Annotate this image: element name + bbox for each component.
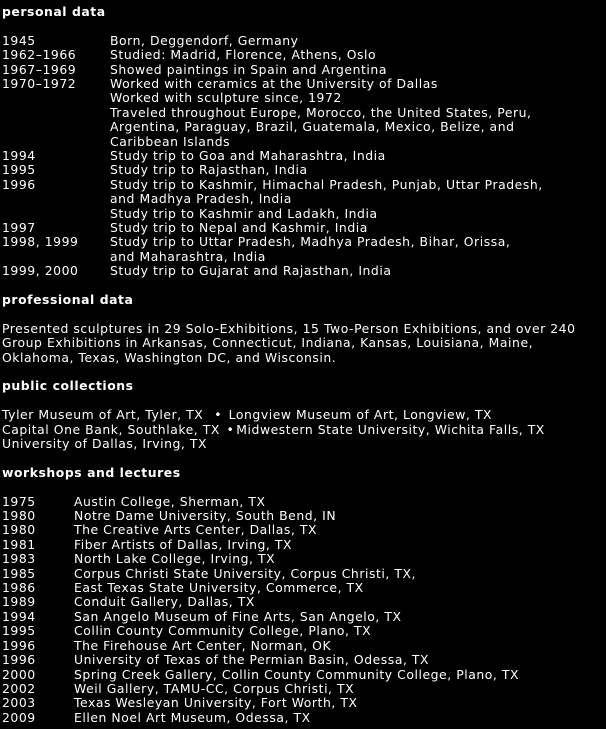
collection-item: University of Dallas, Irving, TX (2, 436, 208, 452)
personal-year: 1994 (2, 148, 36, 164)
professional-paragraph (2, 322, 604, 365)
personal-year: 1995 (2, 162, 36, 178)
workshop-venue: Texas Wesleyan University, Fort Worth, TX (74, 695, 358, 711)
personal-desc: Study trip to Nepal and Kashmir, India (110, 220, 368, 236)
workshop-venue: Ellen Noel Art Museum, Odessa, TX (74, 709, 311, 725)
personal-desc: Worked with ceramics at the University of Dallas (110, 76, 438, 91)
personal-year: 1970–1972 (2, 76, 77, 91)
personal-row (2, 221, 604, 235)
personal-year: 1996 (2, 176, 36, 192)
personal-year: 1998, 1999 (2, 234, 79, 250)
bullet-separator: • (214, 407, 223, 423)
workshop-venue: Conduit Gallery, Dallas, TX (74, 594, 255, 610)
resume-page (2, 5, 604, 725)
workshop-venue: San Angelo Museum of Fine Arts, San Angelo, TX (74, 608, 402, 624)
workshop-row (2, 552, 604, 566)
workshop-year: 1980 (2, 522, 36, 538)
workshop-row (2, 639, 604, 653)
workshop-row (2, 581, 604, 595)
personal-year: 1967–1969 (2, 61, 77, 77)
personal-desc: and Madhya Pradesh, India (110, 191, 292, 207)
professional-line: Group Exhibitions in Arkansas, Connecticut, Indiana, Kansas, Louisiana, Maine, (2, 335, 534, 351)
workshop-year: 1989 (2, 594, 36, 610)
workshop-year: 2002 (2, 680, 36, 696)
collection-item: Tyler Museum of Art, Tyler, TX (2, 407, 204, 423)
workshop-row (2, 610, 604, 624)
personal-row (2, 178, 604, 221)
personal-desc: Worked with sculpture since, 1972 (110, 90, 342, 106)
personal-year: 1999, 2000 (2, 263, 79, 279)
personal-desc: Caribbean Islands (110, 133, 231, 149)
workshop-venue: University of Texas of the Permian Basin, Odessa, TX (74, 652, 430, 668)
personal-row (2, 77, 604, 149)
personal-desc: and Maharashtra, India (110, 248, 266, 264)
personal-row (2, 163, 604, 177)
workshop-year: 1994 (2, 608, 36, 624)
workshop-year: 1986 (2, 580, 36, 596)
workshop-venue: East Texas State University, Commerce, TX (74, 580, 364, 596)
workshop-venue: Austin College, Sherman, TX (74, 493, 266, 509)
personal-desc: Study trip to Gujarat and Rajasthan, India (110, 263, 392, 279)
workshop-row (2, 567, 604, 581)
personal-row (2, 149, 604, 163)
workshop-venue: Collin County Community College, Plano, TX (74, 623, 372, 639)
public-collections-heading: public collections (2, 378, 134, 394)
workshop-year: 1996 (2, 637, 36, 653)
workshop-venue: The Creative Arts Center, Dallas, TX (74, 522, 318, 538)
workshop-year: 1980 (2, 508, 36, 524)
workshops-heading: workshops and lectures (2, 464, 181, 480)
workshops-list (2, 495, 604, 726)
collections-line (2, 408, 604, 422)
personal-row (2, 34, 604, 48)
collections-line (2, 437, 604, 451)
personal-desc: Study trip to Rajasthan, India (110, 162, 308, 178)
workshop-year: 1996 (2, 652, 36, 668)
workshop-venue: Fiber Artists of Dallas, Irving, TX (74, 536, 293, 552)
workshop-row (2, 653, 604, 667)
workshop-row (2, 538, 604, 552)
personal-year: 1962–1966 (2, 47, 77, 63)
personal-desc: Showed paintings in Spain and Argentina (110, 61, 387, 77)
workshop-year: 2003 (2, 695, 36, 711)
workshop-year: 1995 (2, 623, 36, 639)
personal-desc: Studied: Madrid, Florence, Athens, Oslo (110, 47, 377, 63)
workshop-year: 1983 (2, 551, 36, 567)
personal-year: 1997 (2, 220, 36, 236)
personal-data-heading: personal data (2, 4, 106, 19)
personal-desc: Traveled throughout Europe, Morocco, the United States, Peru, (110, 104, 532, 120)
workshop-venue: The Firehouse Art Center, Norman, OK (74, 637, 332, 653)
professional-data-heading: professional data (2, 292, 134, 308)
workshop-venue: Notre Dame University, South Bend, IN (74, 508, 337, 524)
professional-line: Oklahoma, Texas, Washington DC, and Wisconsin. (2, 349, 337, 365)
collection-item: Midwestern State University, Wichita Falls, TX (236, 421, 545, 437)
workshop-year: 2009 (2, 709, 36, 725)
workshop-row (2, 682, 604, 696)
workshop-row (2, 696, 604, 710)
workshop-row (2, 711, 604, 725)
personal-desc: Argentina, Paraguay, Brazil, Guatemala, Mexico, Belize, and (110, 119, 515, 135)
workshop-row (2, 495, 604, 509)
collection-item: Capital One Bank, Southlake, TX (2, 421, 220, 437)
workshop-year: 1981 (2, 536, 36, 552)
workshop-row (2, 509, 604, 523)
workshop-row (2, 668, 604, 682)
personal-desc: Study trip to Uttar Pradesh, Madhya Pradesh, Bihar, Orissa, (110, 234, 511, 250)
workshop-row (2, 624, 604, 638)
personal-year: 1945 (2, 32, 36, 48)
personal-desc: Study trip to Kashmir and Ladakh, India (110, 205, 378, 221)
personal-row (2, 48, 604, 62)
personal-row (2, 264, 604, 278)
collection-item: Longview Museum of Art, Longview, TX (228, 407, 493, 423)
professional-line: Presented sculptures in 29 Solo-Exhibitions, 15 Two-Person Exhibitions, and over 240 (2, 320, 576, 336)
personal-row (2, 235, 604, 264)
workshop-row (2, 595, 604, 609)
workshop-venue: Corpus Christi State University, Corpus Christi, TX, (74, 565, 417, 581)
personal-desc: Born, Deggendorf, Germany (110, 32, 299, 48)
workshop-venue: Weil Gallery, TAMU-CC, Corpus Christi, TX (74, 680, 355, 696)
workshop-row (2, 523, 604, 537)
personal-data-list (2, 34, 604, 279)
bullet-separator: • (226, 421, 235, 437)
workshop-year: 1985 (2, 565, 36, 581)
personal-row (2, 63, 604, 77)
workshop-venue: Spring Creek Gallery, Collin County Community College, Plano, TX (74, 666, 520, 682)
workshop-year: 2000 (2, 666, 36, 682)
personal-desc: Study trip to Kashmir, Himachal Pradesh, Punjab, Uttar Pradesh, (110, 176, 543, 192)
collections-line (2, 423, 604, 437)
personal-desc: Study trip to Goa and Maharashtra, India (110, 148, 386, 164)
workshop-year: 1975 (2, 493, 36, 509)
collections-list (2, 408, 604, 451)
workshop-venue: North Lake College, Irving, TX (74, 551, 276, 567)
